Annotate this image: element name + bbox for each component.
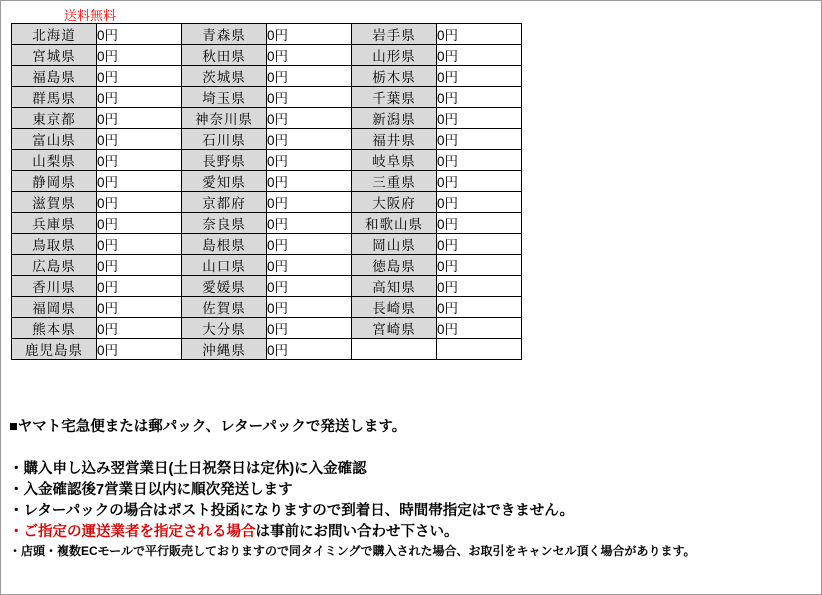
fee-cell: 0円 (437, 150, 522, 171)
shipping-notes-list (9, 459, 815, 543)
table-row (12, 234, 522, 255)
prefecture-cell: 北海道 (12, 24, 97, 45)
table-row (12, 318, 522, 339)
prefecture-cell: 広島県 (12, 255, 97, 276)
fee-cell: 0円 (437, 234, 522, 255)
fee-cell: 0円 (267, 66, 352, 87)
fee-cell: 0円 (437, 87, 522, 108)
prefecture-cell: 福井県 (352, 129, 437, 150)
prefecture-cell: 栃木県 (352, 66, 437, 87)
fee-cell: 0円 (437, 171, 522, 192)
prefecture-cell: 長野県 (182, 150, 267, 171)
fee-cell: 0円 (437, 66, 522, 87)
fee-cell: 0円 (97, 108, 182, 129)
table-row (12, 213, 522, 234)
table-row (12, 297, 522, 318)
prefecture-cell: 群馬県 (12, 87, 97, 108)
prefecture-cell: 茨城県 (182, 66, 267, 87)
prefecture-cell: 熊本県 (12, 318, 97, 339)
fee-cell: 0円 (437, 276, 522, 297)
fee-cell: 0円 (97, 171, 182, 192)
prefecture-cell: 三重県 (352, 171, 437, 192)
fee-cell: 0円 (267, 192, 352, 213)
prefecture-cell: 秋田県 (182, 45, 267, 66)
fee-cell: 0円 (267, 150, 352, 171)
prefecture-cell: 愛知県 (182, 171, 267, 192)
table-row (12, 45, 522, 66)
empty-cell (352, 339, 437, 360)
fee-cell: 0円 (267, 234, 352, 255)
shipping-note-item: ・レターパックの場合はポスト投函になりますので到着日、時間帯指定はできません。 (9, 503, 575, 519)
prefecture-cell: 大阪府 (352, 192, 437, 213)
prefecture-cell: 埼玉県 (182, 87, 267, 108)
shipping-method-title: ■ヤマト宅急便または郵パック、レターパックで発送します。 (9, 419, 407, 435)
prefecture-cell: 兵庫県 (12, 213, 97, 234)
table-row (12, 24, 522, 45)
shipping-fee-table-body (12, 24, 522, 360)
prefecture-cell: 佐賀県 (182, 297, 267, 318)
prefecture-cell: 香川県 (12, 276, 97, 297)
prefecture-cell: 和歌山県 (352, 213, 437, 234)
prefecture-cell: 長崎県 (352, 297, 437, 318)
fee-cell: 0円 (437, 108, 522, 129)
fee-cell: 0円 (97, 276, 182, 297)
fee-cell: 0円 (97, 339, 182, 360)
prefecture-cell: 宮城県 (12, 45, 97, 66)
prefecture-cell: 宮崎県 (352, 318, 437, 339)
fee-cell: 0円 (437, 318, 522, 339)
prefecture-cell: 岐阜県 (352, 150, 437, 171)
prefecture-cell: 神奈川県 (182, 108, 267, 129)
table-row (12, 276, 522, 297)
fee-cell: 0円 (97, 66, 182, 87)
prefecture-cell: 鳥取県 (12, 234, 97, 255)
shipping-note-item-carrier (9, 522, 815, 543)
fee-cell: 0円 (97, 255, 182, 276)
empty-cell (437, 339, 522, 360)
fee-cell: 0円 (267, 318, 352, 339)
fee-cell: 0円 (267, 339, 352, 360)
prefecture-cell: 静岡県 (12, 171, 97, 192)
prefecture-cell: 福岡県 (12, 297, 97, 318)
prefecture-cell: 石川県 (182, 129, 267, 150)
table-row (12, 171, 522, 192)
fee-cell: 0円 (97, 297, 182, 318)
carrier-note-black: は事前にお問い合わせ下さい。 (255, 524, 459, 540)
table-row (12, 87, 522, 108)
prefecture-cell: 山梨県 (12, 150, 97, 171)
fee-cell: 0円 (97, 24, 182, 45)
table-row (12, 339, 522, 360)
fee-cell: 0円 (267, 213, 352, 234)
fee-cell: 0円 (97, 87, 182, 108)
fee-cell: 0円 (267, 45, 352, 66)
table-row (12, 66, 522, 87)
fee-cell: 0円 (97, 45, 182, 66)
fee-cell: 0円 (267, 87, 352, 108)
prefecture-cell: 島根県 (182, 234, 267, 255)
shipping-fee-table (11, 23, 522, 360)
prefecture-cell: 大分県 (182, 318, 267, 339)
table-row (12, 192, 522, 213)
prefecture-cell: 奈良県 (182, 213, 267, 234)
prefecture-cell: 京都府 (182, 192, 267, 213)
parallel-sales-footnote: ・店頭・複数ECモールで平行販売しておりますので同タイミングで購入された場合、お取引をキャンセル頂く場合があります。 (9, 544, 696, 558)
prefecture-cell: 岡山県 (352, 234, 437, 255)
fee-cell: 0円 (437, 129, 522, 150)
prefecture-cell: 沖縄県 (182, 339, 267, 360)
prefecture-cell: 鹿児島県 (12, 339, 97, 360)
prefecture-cell: 愛媛県 (182, 276, 267, 297)
fee-cell: 0円 (97, 318, 182, 339)
prefecture-cell: 滋賀県 (12, 192, 97, 213)
prefecture-cell: 富山県 (12, 129, 97, 150)
prefecture-cell: 東京都 (12, 108, 97, 129)
prefecture-cell: 青森県 (182, 24, 267, 45)
shipping-note-item: ・入金確認後7営業日以内に順次発送します (9, 482, 293, 498)
fee-cell: 0円 (267, 255, 352, 276)
fee-cell: 0円 (267, 129, 352, 150)
fee-cell: 0円 (437, 297, 522, 318)
prefecture-cell: 千葉県 (352, 87, 437, 108)
table-row (12, 150, 522, 171)
fee-cell: 0円 (437, 192, 522, 213)
prefecture-cell: 高知県 (352, 276, 437, 297)
fee-cell: 0円 (267, 297, 352, 318)
table-row (12, 108, 522, 129)
prefecture-cell: 岩手県 (352, 24, 437, 45)
fee-cell: 0円 (97, 192, 182, 213)
fee-cell: 0円 (437, 255, 522, 276)
fee-cell: 0円 (267, 108, 352, 129)
free-shipping-note: 送料無料 (64, 8, 117, 23)
fee-cell: 0円 (267, 171, 352, 192)
prefecture-cell: 福島県 (12, 66, 97, 87)
prefecture-cell: 徳島県 (352, 255, 437, 276)
fee-cell: 0円 (97, 234, 182, 255)
fee-cell: 0円 (437, 213, 522, 234)
fee-cell: 0円 (437, 24, 522, 45)
table-row (12, 129, 522, 150)
fee-cell: 0円 (97, 129, 182, 150)
table-row (12, 255, 522, 276)
fee-cell: 0円 (437, 45, 522, 66)
shipping-note-item: ・購入申し込み翌営業日(土日祝祭日は定休)に入金確認 (9, 461, 367, 477)
prefecture-cell: 山口県 (182, 255, 267, 276)
carrier-note-red: ・ご指定の運送業者を指定される場合 (9, 524, 256, 540)
prefecture-cell: 山形県 (352, 45, 437, 66)
fee-cell: 0円 (97, 150, 182, 171)
fee-cell: 0円 (97, 213, 182, 234)
fee-cell: 0円 (267, 24, 352, 45)
prefecture-cell: 新潟県 (352, 108, 437, 129)
fee-cell: 0円 (267, 276, 352, 297)
